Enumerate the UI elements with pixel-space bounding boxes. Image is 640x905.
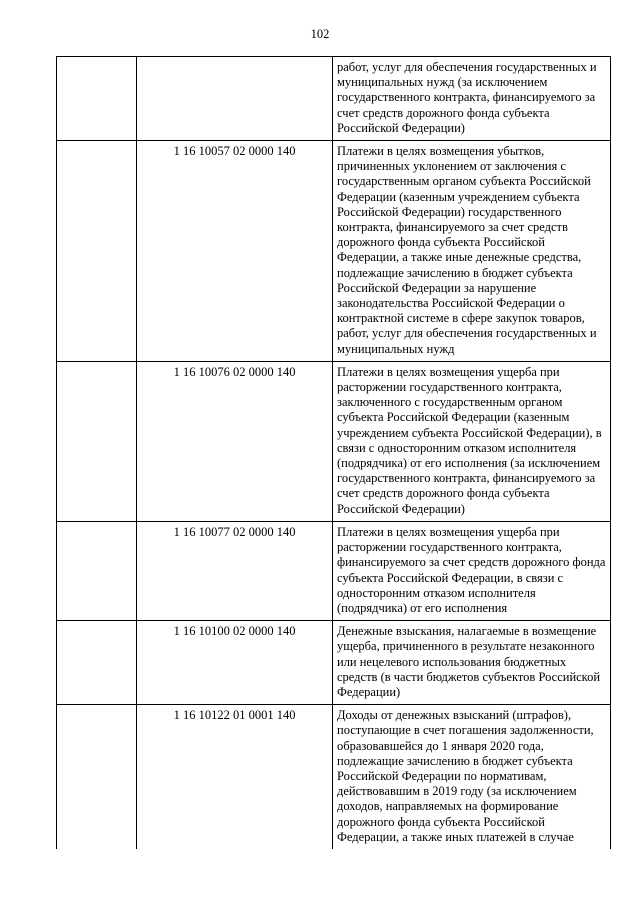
empty-cell [57,521,137,620]
table-row [57,621,611,705]
income-description: Платежи в целях возмещения убытков, причиненных уклонением от заключения с государственным органом субъекта Российской Федерации (казенным учреждением субъекта Российской Федерации) государственного контракта, финансируемого за счет средств дорожного фонда субъекта Российской Федерации, а также иные денежные средства, подлежащие зачислению в бюджет субъекта Российской Федерации за нарушение законодательства Российской Федерации о контрактной системе в сфере закупок товаров, работ, услуг для обеспечения государственных и муниципальных нужд [333,141,611,362]
budget-code: 1 16 10076 02 0000 140 [137,361,333,521]
income-description: Денежные взыскания, налагаемые в возмещение ущерба, причиненного в результате незаконного или нецелевого использования бюджетных средств (в части бюджетов субъектов Российской Федерации) [333,621,611,705]
empty-cell [57,141,137,362]
table-row [57,705,611,849]
income-description: Платежи в целях возмещения ущерба при расторжении государственного контракта, финансируемого за счет средств дорожного фонда субъекта Российской Федерации, в связи с односторонним отказом исполнителя (подрядчика) от его исполнения [333,521,611,620]
income-description: работ, услуг для обеспечения государственных и муниципальных нужд (за исключением государственного контракта, финансируемого за счет средств дорожного фонда субъекта Российской Федерации) [333,57,611,141]
empty-cell [57,361,137,521]
budget-code: 1 16 10100 02 0000 140 [137,621,333,705]
income-description: Доходы от денежных взысканий (штрафов), поступающие в счет погашения задолженности, образовавшейся до 1 января 2020 года, подлежащие зачислению в бюджет субъекта Российской Федерации по нормативам, действовавшим в 2019 году (за исключением доходов, направляемых на формирование дорожного фонда субъекта Российской Федерации, а также иных платежей в случае [333,705,611,849]
budget-code: 1 16 10057 02 0000 140 [137,141,333,362]
budget-code: 1 16 10122 01 0001 140 [137,705,333,849]
empty-cell [57,705,137,849]
empty-cell [57,57,137,141]
income-description: Платежи в целях возмещения ущерба при расторжении государственного контракта, заключенного с государственным органом субъекта Российской Федерации (казенным учреждением субъекта Российской Федерации), в связи с односторонним отказом исполнителя (подрядчика) от его исполнения (за исключением государственного контракта, финансируемого за счет средств дорожного фонда субъекта Российской Федерации) [333,361,611,521]
table-row [57,521,611,620]
table-row [57,361,611,521]
table-row [57,141,611,362]
page-number: 102 [310,27,330,41]
revenue-codes-table [56,56,611,849]
empty-cell [57,621,137,705]
table-row [57,57,611,141]
budget-code [137,57,333,141]
budget-code: 1 16 10077 02 0000 140 [137,521,333,620]
